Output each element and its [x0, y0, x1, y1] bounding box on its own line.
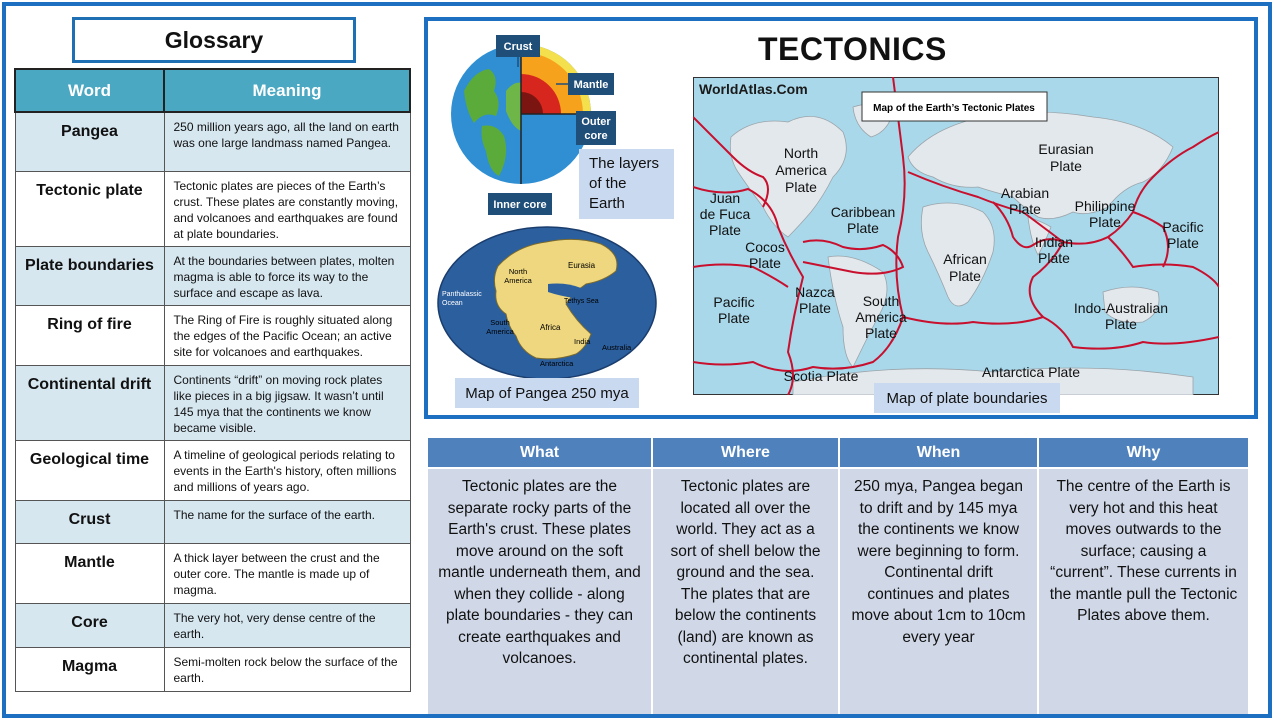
plate-label: Plate	[1089, 214, 1121, 230]
plate-label: Philippine	[1074, 198, 1136, 214]
pangea-label-panthalassic: Ocean	[442, 300, 463, 307]
glossary-row	[15, 603, 410, 647]
glossary-row	[15, 305, 410, 365]
plate-label: Indian	[1034, 234, 1074, 250]
header-where: Where	[652, 437, 839, 468]
glossary-header-word: Word	[15, 69, 164, 112]
outer-core-label: Outer	[581, 116, 611, 128]
glossary-meaning: Continents “drift” on moving rock plates like pieces in a big jigsaw. It wasn’t until 145 mya that the continents we know became visible.	[164, 365, 410, 440]
plate-label: Plate	[865, 325, 897, 341]
pangea-caption: Map of Pangea 250 mya	[455, 378, 639, 408]
glossary-meaning: At the boundaries between plates, molten magma is able to force its way to the surface and escape as lava.	[164, 246, 410, 305]
pangea-label-south-america: South	[490, 318, 510, 327]
cell-what: Tectonic plates are the separate rocky parts of the Earth's crust. These plates move around on the soft mantle underneath them, and when they collide - along plate boundaries - they can create earthquakes and volcanoes.	[427, 468, 652, 714]
crust-label: Crust	[503, 41, 533, 53]
pangea-label-south-america: America	[486, 327, 514, 336]
glossary-row	[15, 440, 410, 500]
glossary-row	[15, 365, 410, 440]
glossary-row	[15, 171, 410, 246]
tectonics-title: TECTONICS	[758, 31, 947, 67]
outer-core-label: core	[584, 130, 608, 142]
pangea-label-north-america: North	[508, 267, 528, 276]
plate-label: Plate	[718, 310, 750, 326]
four-w-row	[427, 468, 1249, 714]
pangea-label-panthalassic: Panthalassic	[442, 291, 482, 298]
plate-label: de Fuca	[699, 206, 751, 222]
plate-label: Pacific	[1162, 219, 1204, 235]
mantle-label: Mantle	[573, 79, 609, 91]
plate-label: Plate	[1105, 316, 1137, 332]
pangea-label-north-america: America	[504, 276, 532, 285]
glossary-word: Magma	[15, 647, 164, 691]
plate-label: Plate	[749, 255, 781, 271]
cell-why: The centre of the Earth is very hot and this heat moves outwards to the surface; causing a “current”. These currents in the mantle pull the Tectonic Plates above them.	[1038, 468, 1249, 714]
plate-label: Juan	[709, 190, 741, 206]
plate-label: Scotia Plate	[783, 368, 859, 384]
glossary-meaning: A timeline of geological periods relating to events in the Earth's history, often millions and millions of years ago.	[164, 440, 410, 500]
header-what: What	[427, 437, 652, 468]
header-when: When	[839, 437, 1038, 468]
inner-core-label: Inner core	[493, 199, 547, 211]
pangea-label-eurasia: Eurasia	[568, 261, 596, 270]
plate-label: Caribbean	[830, 204, 896, 220]
glossary-row	[15, 647, 410, 691]
header-why: Why	[1038, 437, 1249, 468]
plate-label: Plate	[1038, 250, 1070, 266]
plate-label: Plate	[709, 222, 741, 238]
plate-label: African	[943, 251, 987, 267]
map-brand-logo: WorldAtlas.Com	[699, 81, 808, 97]
glossary-meaning: The Ring of Fire is roughly situated along the edges of the Pacific Ocean; an active site for volcanoes and earthquakes.	[164, 305, 410, 365]
plate-label: Plate	[949, 268, 981, 284]
glossary-word: Plate boundaries	[15, 246, 164, 305]
glossary-row	[15, 246, 410, 305]
plate-label: North	[783, 145, 819, 161]
plates-caption: Map of plate boundaries	[874, 383, 1060, 413]
glossary-meaning: The very hot, very dense centre of the earth.	[164, 603, 410, 647]
glossary-row	[15, 500, 410, 543]
plate-label: Pacific	[713, 294, 755, 310]
map-title: Map of the Earth’s Tectonic Plates	[873, 103, 1035, 114]
plate-label: Plate	[1009, 201, 1041, 217]
cell-where: Tectonic plates are located all over the world. They act as a sort of shell below the ground and the sea. The plates that are below the continents (land) are known as continental plates.	[652, 468, 839, 714]
glossary-word: Ring of fire	[15, 305, 164, 365]
glossary-meaning: Tectonic plates are pieces of the Earth’s crust. These plates are constantly moving, and volcanoes and earthquakes are found at plate boundaries.	[164, 171, 410, 246]
glossary-table	[14, 68, 411, 692]
plate-label: Eurasian	[1038, 141, 1094, 157]
glossary-row	[15, 543, 410, 603]
pangea-label-africa: Africa	[540, 323, 561, 332]
plate-label: Nazca	[795, 284, 835, 300]
tectonic-plates-map	[693, 77, 1219, 395]
plate-label: Indo-Australian	[1073, 300, 1169, 316]
glossary-word: Crust	[15, 500, 164, 543]
cell-when: 250 mya, Pangea began to drift and by 145 mya the continents we know were beginning to form. Continental drift continues and plates move about 1cm to 10cm every year	[839, 468, 1038, 714]
plate-label: America	[855, 309, 907, 325]
pangea-label-india: India	[574, 337, 591, 346]
plate-label: Arabian	[1000, 185, 1050, 201]
glossary-word: Core	[15, 603, 164, 647]
glossary-header-meaning: Meaning	[164, 69, 410, 112]
four-w-table	[426, 436, 1250, 714]
plate-label: America	[775, 162, 827, 178]
plate-label: Cocos	[745, 239, 785, 255]
pangea-label-australia: Australia	[602, 343, 632, 352]
glossary-word: Pangea	[15, 112, 164, 171]
glossary-word: Geological time	[15, 440, 164, 500]
glossary-meaning: 250 million years ago, all the land on earth was one large landmass named Pangea.	[164, 112, 410, 171]
glossary-word: Continental drift	[15, 365, 164, 440]
pangea-map	[436, 226, 658, 381]
plate-label: Plate	[847, 220, 879, 236]
glossary-meaning: A thick layer between the crust and the outer core. The mantle is made up of magma.	[164, 543, 410, 603]
plate-label: Plate	[1167, 235, 1199, 251]
plate-label: Antarctica Plate	[981, 364, 1081, 380]
glossary-title: Glossary	[72, 17, 356, 63]
glossary-meaning: The name for the surface of the earth.	[164, 500, 410, 543]
pangea-label-tethys: Tethys Sea	[564, 298, 599, 305]
glossary-word: Tectonic plate	[15, 171, 164, 246]
glossary-meaning: Semi-molten rock below the surface of the earth.	[164, 647, 410, 691]
plate-label: Plate	[1050, 158, 1082, 174]
plate-label: South	[862, 293, 900, 309]
glossary-word: Mantle	[15, 543, 164, 603]
layers-caption: The layers of the Earth	[579, 149, 674, 219]
plate-label: Plate	[785, 179, 817, 195]
tectonics-panel	[424, 17, 1258, 419]
glossary-row	[15, 112, 410, 171]
pangea-label-antarctica: Antarctica	[540, 359, 574, 368]
plate-label: Plate	[799, 300, 831, 316]
